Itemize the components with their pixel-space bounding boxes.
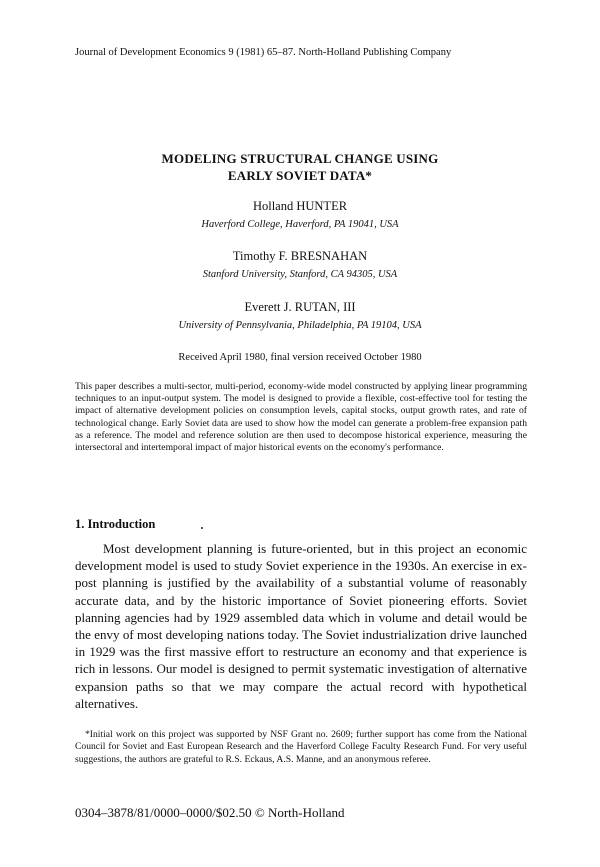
received-date: Received April 1980, final version received October 1980 [178,352,422,363]
title-line-2: EARLY SOVIET DATA* [227,168,373,183]
footnote: *Initial work on this project was supported by NSF Grant no. 2609; further support has come from the National Council for Soviet and East European Research and the Haverford College Faculty Research Fund. For very useful suggestions, the authors are grateful to R.S. Eckaus, A.S. Manne, and an anonymous referee. [75,729,527,765]
author-name: Holland HUNTER [252,199,348,213]
section-heading: 1. Introduction [75,517,156,531]
author-affiliation: Stanford University, Stanford, CA 94305, USA [202,269,398,280]
issn-line: 0304–3878/81/0000–0000/$02.50 © North-Holland [75,805,345,820]
journal-citation: Journal of Development Economics 9 (1981) 65–87. North-Holland Publishing Company [75,47,452,58]
paper-title [0,150,600,184]
author-name: Timothy F. BRESNAHAN [232,249,368,263]
title-line-1: MODELING STRUCTURAL CHANGE USING [161,151,439,166]
abstract: This paper describes a multi-sector, multi-period, economy-wide model constructed by applying linear programming techniques to an input-output system. The model is designed to provide a flexible, cost-effective tool for testing the impact of alternative development policies on consumption levels, capital stocks, output growth rates, and rate of technological change. Early Soviet data are used to show how the model can generate a problem-free expansion path as a reference. The model and reference solution are then used to decompose historical experience, measuring the intersectoral and intertemporal impact of major historical events on the economy's performance. [75,381,527,454]
author-affiliation: Haverford College, Haverford, PA 19041, USA [201,219,399,230]
author-name: Everett J. RUTAN, III [244,300,356,314]
author-affiliation: University of Pennsylvania, Philadelphia, PA 19104, USA [178,320,422,331]
body-paragraph: Most development planning is future-oriented, but in this project an economic development model is used to study Soviet experience in the 1930s. An exercise in ex-post planning is justified by the availability of a substantial volume of reasonably accurate data, and by the historic importance of Soviet pioneering efforts. Soviet planning agencies had by 1929 assembled data which in volume and detail would be the envy of most developing nations today. The Soviet industrialization drive launched in 1929 was the first massive effort to restructure an economy and that experience is rich in lessons. Our model is designed to permit systematic investigation of alternative expansion paths so that we may compare the actual record with hypothetical alternatives. [75,541,527,711]
stray-mark [201,527,203,529]
